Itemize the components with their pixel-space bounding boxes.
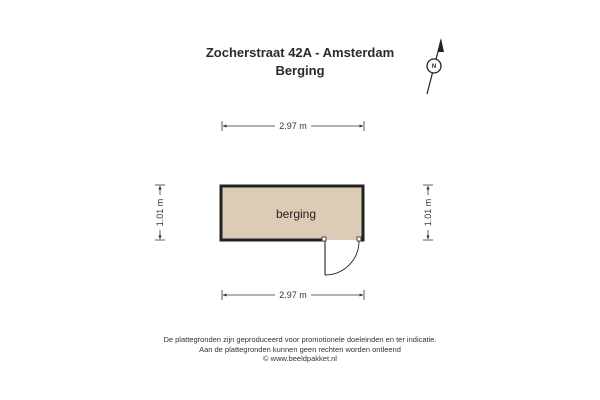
dimension-left	[155, 185, 165, 240]
dimension-bottom-label: 2.97 m	[279, 290, 307, 300]
room-berging	[220, 185, 364, 275]
door-jamb-right	[357, 237, 361, 241]
door-jamb-left	[322, 237, 326, 241]
dimension-bottom	[222, 290, 364, 300]
room-label: berging	[275, 207, 317, 221]
dimension-left-label: 1.01 m	[155, 198, 165, 227]
door-icon	[325, 241, 359, 275]
dimension-right	[423, 185, 433, 240]
dimension-right-label: 1.01 m	[423, 198, 433, 227]
dimension-top-label: 2.97 m	[279, 121, 307, 131]
footer-line-2: Aan de plattegronden kunnen geen rechten worden ontleend	[199, 344, 401, 354]
dimension-top	[222, 121, 364, 131]
compass-icon	[427, 38, 444, 94]
footer-line-1: De plattegronden zijn geproduceerd voor promotionele doeleinden en ter indicatie.	[163, 335, 437, 344]
footer-disclaimer	[100, 335, 500, 364]
address-title: Zocherstraat 42A - Amsterdam	[205, 45, 395, 60]
footer-line-3: © www.beeldpakket.nl	[263, 354, 337, 363]
floor-title: Berging	[275, 63, 325, 78]
compass-north-label: N	[431, 64, 437, 71]
